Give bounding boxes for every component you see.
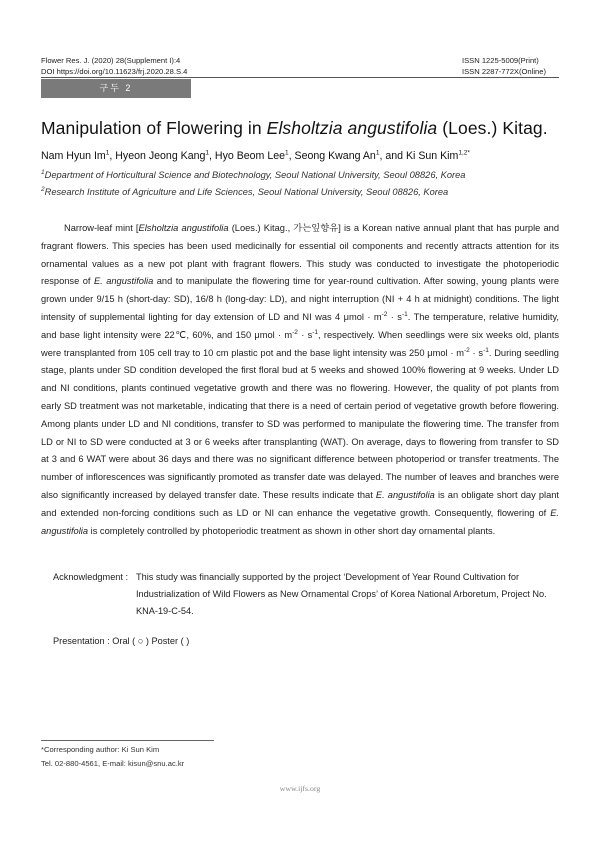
- title-species: Elsholtzia angustifolia: [266, 118, 438, 138]
- abstract-text: , respectively. When seedlings were six weeks old, plants were transplanted from 105 cell tray to 10 cm plastic pot and the base light intensity was 250 μmol · m: [41, 329, 559, 358]
- abstract-text: (Loes.) Kitag., 가는잎향유] is a Korean native annual plant that has purple and fragrant flowers. This species has been used medicinally for essential oil components and recently attracts attention for its ornamental values as a new pot plant with fragrant flowers. This study was conducted to investigate the photoperiodic response of: [41, 223, 560, 287]
- doi-line: DOI https://doi.org/10.11623/frj.2020.28.S.4: [41, 67, 188, 76]
- abstract-text: . The temperature, relative humidity, and base light intensity were 22℃, 60%, and 150 μmol · m: [41, 311, 559, 340]
- title-pre: Manipulation of Flowering in: [41, 118, 267, 138]
- abstract-body: [41, 220, 559, 540]
- abstract-text: is an obligate short day plant and extended non-forcing conditions such as LD or NI can enhance the vegetative growth. Consequently, flowering of: [41, 489, 559, 518]
- corresponding-author: *Corresponding author: Ki Sun Kim: [41, 745, 160, 754]
- author-sup: 1: [105, 149, 110, 157]
- author: Hyo Beom Lee: [214, 150, 285, 162]
- unit-sup: -2: [292, 328, 298, 336]
- unit-sup: -1: [483, 346, 489, 354]
- contact-info: Tel. 02-880-4561, E-mail: kisun@snu.ac.kr: [41, 759, 185, 768]
- abstract-text: · s: [387, 311, 402, 322]
- author-sep: ,: [209, 150, 215, 162]
- unit-sup: -2: [463, 346, 470, 354]
- abstract-text: · s: [297, 329, 313, 340]
- aff-sup: 2: [41, 185, 45, 193]
- issn-block: [462, 55, 546, 77]
- aff-sup: 1: [41, 168, 45, 176]
- journal-citation: [41, 55, 187, 77]
- affiliation-2: [41, 187, 448, 197]
- author-sup: 1: [205, 149, 210, 157]
- author: Seong Kwang An: [294, 150, 376, 162]
- author-sep: ,: [109, 150, 116, 162]
- aff-text: Department of Horticultural Science and Biotechnology, Seoul National University, Seoul 08826, Korea: [44, 170, 466, 180]
- abstract-text: is completely controlled by photoperiodic treatment as shown in other short day ornamental plants.: [88, 525, 496, 536]
- species-name: E. angustifolia: [375, 489, 435, 500]
- abstract-text: Narrow-leaf mint [: [64, 223, 139, 233]
- author-sep: ,: [288, 150, 295, 162]
- author: Ki Sun Kim: [405, 150, 459, 162]
- author-and: , and: [379, 150, 406, 162]
- aff-text: Research Institute of Agriculture and Life Sciences, Seoul National University, Seoul 08826, Korea: [44, 187, 449, 197]
- author: Hyeon Jeong Kang: [115, 150, 206, 162]
- ack-text: This study was financially supported by the project ‘Development of Year Round Cultivation for Industrialization of Wild Flowers as New Ornamental Crops’ of Korea National Arboretum, Project No. KNA-19-C-54.: [136, 572, 547, 617]
- species-name: E. angustifolia: [41, 507, 559, 536]
- journal-line: Flower Res. J. (2020) 28(Supplement I):4: [41, 56, 181, 65]
- footer-url: www.ijfs.org: [279, 784, 321, 793]
- issn-print: ISSN 1225-5009(Print): [462, 56, 539, 65]
- unit-sup: -2: [381, 310, 388, 318]
- issn-online: ISSN 2287-772X(Online): [462, 67, 546, 76]
- abstract-text: . During seedling stage, plants under SD condition developed the first floral bud at 5 weeks and showed 100% flowering at 9 weeks. Under LD and NI conditions, plants continued vegetative growth and there was no flowering. However, the quality of pot plants from early SD treatment was not marketable, indicating that there is a need of certain period of vegetative growth before flowering. Among plants under LD and NI conditions, transfer to SD was performed to manipulate the flowering time. The transfer from LD or NI to SD were conducted at 3 or 6 weeks after transplanting (WAT). On average, days to flowering from transfer to SD at 3 and 6 WAT were about 36 days and there was no significant difference between photoperiod or transfer treatments. The number of inflorescences was significantly promoted as transfer date was delayed. The number of leaves and branches were also significantly increased by delayed transfer date. These results indicate that: [41, 347, 559, 500]
- author: Nam Hyun Im: [41, 150, 106, 162]
- title-post: (Loes.) Kitag.: [437, 118, 548, 138]
- unit-sup: -1: [401, 310, 408, 318]
- species-name: Elsholtzia angustifolia: [138, 223, 229, 233]
- abstract-text: and to manipulate the flowering time for year-round cultivation. After sowing, young plants were grown under 9/15 h (short-day: SD), 16/8 h (long-day: LD), and night interruption (NI + 4 h at midnight) conditions. The light intensity of supplemental lighting for day extension of LD and NI was 4 μmol · m: [41, 276, 559, 322]
- footnote-divider: [41, 740, 214, 741]
- presentation-type: Presentation : Oral ( ○ ) Poster ( ): [53, 636, 190, 646]
- species-name: E. angustifolia: [93, 276, 154, 287]
- author-sup: 1: [375, 149, 380, 157]
- abstract-text: · s: [469, 347, 484, 358]
- unit-sup: -1: [312, 328, 318, 336]
- ack-label: Acknowledgment :: [53, 572, 129, 582]
- author-list: [41, 150, 470, 162]
- author-sup: 1: [285, 149, 289, 157]
- paper-title: [41, 118, 548, 139]
- header-divider: [41, 77, 559, 78]
- affiliation-1: [41, 170, 465, 180]
- author-sup: 1,2*: [458, 149, 470, 157]
- section-label: 구두 2: [41, 79, 191, 98]
